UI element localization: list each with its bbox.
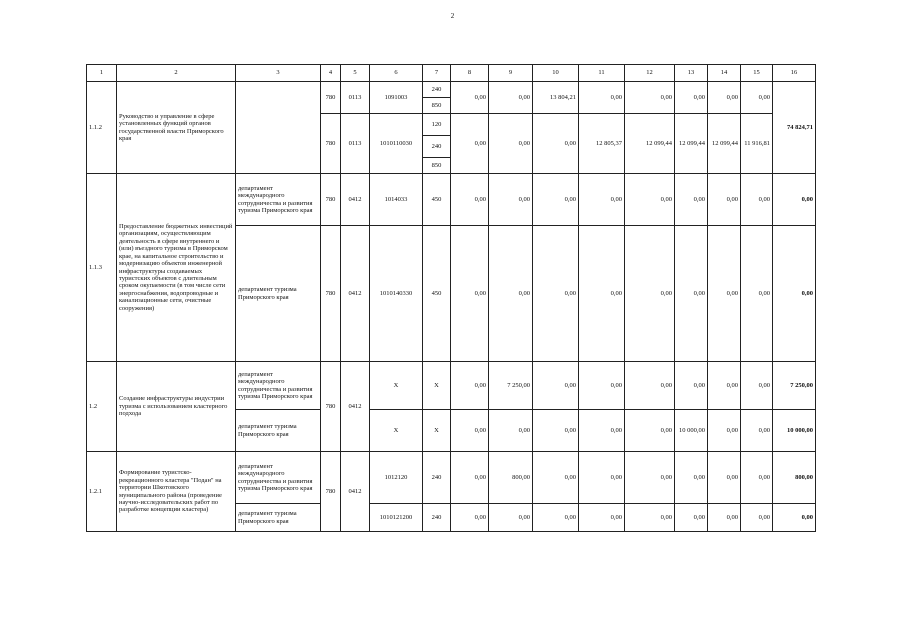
total-cell: 0,00 — [773, 174, 816, 226]
value-cell: 12 805,37 — [579, 114, 625, 174]
value-cell: 0,00 — [451, 114, 489, 174]
header-cell: 14 — [708, 65, 741, 82]
row-name: Руководство и управление в сфере установленных функций органов государственной власти Приморского края — [117, 82, 236, 174]
value-cell: 0,00 — [708, 82, 741, 114]
total-cell: 74 824,71 — [773, 82, 816, 174]
executor-cell — [236, 82, 321, 174]
table-row — [87, 452, 816, 504]
header-cell: 3 — [236, 65, 321, 82]
value-cell: 0,00 — [533, 452, 579, 504]
cell-c4: 780 — [321, 174, 341, 226]
value-cell: 0,00 — [625, 174, 675, 226]
cell-c7: 450 — [423, 226, 451, 362]
row-name: Предоставление бюджетных инвестиций организациям, осуществляющим деятельность в сфере внутреннего и (или) въездного туризма в Приморском крае, на капитальное строительство и модернизацию объектов инженерной инфраструктуры создаваемых туристских объектов с длительным сроком окупаемости (в том числе сети энергоснабжения, водопроводные и канализационные сети, очистные сооружения) — [117, 174, 236, 362]
cell-c5: 0412 — [341, 174, 370, 226]
executor-cell: департамент туризма Приморского края — [236, 410, 321, 452]
value-cell: 0,00 — [708, 174, 741, 226]
value-cell: 0,00 — [579, 174, 625, 226]
value-cell: 0,00 — [533, 410, 579, 452]
value-cell: 0,00 — [451, 226, 489, 362]
cell-c6: 1010110030 — [370, 114, 423, 174]
cell-c6: 1012120 — [370, 452, 423, 504]
cell-c7: 450 — [423, 174, 451, 226]
value-cell: 0,00 — [579, 504, 625, 532]
header-cell: 5 — [341, 65, 370, 82]
header-cell: 2 — [117, 65, 236, 82]
value-cell: 0,00 — [708, 452, 741, 504]
cell-c7: 850 — [423, 158, 451, 174]
value-cell: 0,00 — [625, 452, 675, 504]
cell-c7: 240 — [423, 452, 451, 504]
header-cell: 9 — [489, 65, 533, 82]
value-cell: 0,00 — [451, 504, 489, 532]
row-number: 1.1.2 — [87, 82, 117, 174]
cell-c6: 1010140330 — [370, 226, 423, 362]
value-cell: 0,00 — [741, 410, 773, 452]
executor-cell: департамент туризма Приморского края — [236, 226, 321, 362]
executor-cell: департамент международного сотрудничества и развития туризма Приморского края — [236, 452, 321, 504]
header-cell: 11 — [579, 65, 625, 82]
value-cell: 0,00 — [675, 504, 708, 532]
value-cell: 0,00 — [741, 226, 773, 362]
cell-c7: X — [423, 362, 451, 410]
cell-c7: 240 — [423, 136, 451, 158]
cell-c4: 780 — [321, 452, 341, 532]
cell-c7: X — [423, 410, 451, 452]
cell-c4: 780 — [321, 226, 341, 362]
executor-cell: департамент международного сотрудничества и развития туризма Приморского края — [236, 362, 321, 410]
cell-c5: 0113 — [341, 114, 370, 174]
cell-c7: 850 — [423, 98, 451, 114]
budget-table — [86, 64, 816, 532]
value-cell: 0,00 — [741, 82, 773, 114]
cell-c5: 0412 — [341, 452, 370, 532]
value-cell: 0,00 — [489, 504, 533, 532]
executor-cell: департамент туризма Приморского края — [236, 504, 321, 532]
header-row — [87, 65, 816, 82]
value-cell: 0,00 — [533, 114, 579, 174]
value-cell: 800,00 — [489, 452, 533, 504]
value-cell: 0,00 — [579, 362, 625, 410]
value-cell: 0,00 — [451, 174, 489, 226]
value-cell: 0,00 — [533, 504, 579, 532]
value-cell: 12 099,44 — [675, 114, 708, 174]
cell-c6: 1014033 — [370, 174, 423, 226]
value-cell: 0,00 — [625, 362, 675, 410]
value-cell: 12 099,44 — [625, 114, 675, 174]
cell-c4: 780 — [321, 82, 341, 114]
cell-c4: 780 — [321, 114, 341, 174]
value-cell: 0,00 — [625, 504, 675, 532]
value-cell: 0,00 — [489, 114, 533, 174]
cell-c5: 0113 — [341, 82, 370, 114]
executor-cell: департамент международного сотрудничества и развития туризма Приморского края — [236, 174, 321, 226]
table-row — [87, 174, 816, 226]
value-cell: 0,00 — [451, 82, 489, 114]
value-cell: 13 804,21 — [533, 82, 579, 114]
value-cell: 0,00 — [708, 410, 741, 452]
value-cell: 0,00 — [489, 410, 533, 452]
value-cell: 0,00 — [675, 226, 708, 362]
cell-c7: 240 — [423, 82, 451, 98]
cell-c7: 120 — [423, 114, 451, 136]
value-cell: 0,00 — [675, 362, 708, 410]
value-cell: 0,00 — [741, 452, 773, 504]
value-cell: 0,00 — [741, 362, 773, 410]
value-cell: 0,00 — [533, 174, 579, 226]
header-cell: 8 — [451, 65, 489, 82]
value-cell: 0,00 — [579, 410, 625, 452]
value-cell: 10 000,00 — [675, 410, 708, 452]
value-cell: 12 099,44 — [708, 114, 741, 174]
row-number: 1.2 — [87, 362, 117, 452]
header-cell: 4 — [321, 65, 341, 82]
header-cell: 16 — [773, 65, 816, 82]
header-cell: 12 — [625, 65, 675, 82]
cell-c7: 240 — [423, 504, 451, 532]
value-cell: 0,00 — [625, 82, 675, 114]
header-cell: 13 — [675, 65, 708, 82]
total-cell: 0,00 — [773, 504, 816, 532]
value-cell: 0,00 — [675, 82, 708, 114]
header-cell: 7 — [423, 65, 451, 82]
cell-c5: 0412 — [341, 226, 370, 362]
total-cell: 10 000,00 — [773, 410, 816, 452]
value-cell: 0,00 — [533, 226, 579, 362]
value-cell: 0,00 — [675, 174, 708, 226]
row-number: 1.2.1 — [87, 452, 117, 532]
cell-c6: 1010121200 — [370, 504, 423, 532]
header-cell: 15 — [741, 65, 773, 82]
table-row — [87, 82, 816, 98]
header-cell: 10 — [533, 65, 579, 82]
header-cell: 6 — [370, 65, 423, 82]
cell-c6: X — [370, 410, 423, 452]
total-cell: 800,00 — [773, 452, 816, 504]
value-cell: 0,00 — [579, 226, 625, 362]
value-cell: 0,00 — [579, 452, 625, 504]
row-number: 1.1.3 — [87, 174, 117, 362]
value-cell: 0,00 — [741, 174, 773, 226]
cell-c5: 0412 — [341, 362, 370, 452]
value-cell: 0,00 — [451, 410, 489, 452]
table-row — [87, 362, 816, 410]
value-cell: 0,00 — [708, 362, 741, 410]
value-cell: 0,00 — [489, 82, 533, 114]
value-cell: 0,00 — [675, 452, 708, 504]
row-name: Создание инфраструктуры индустрии туризма с использованием кластерного подхода — [117, 362, 236, 452]
cell-c6: 1091003 — [370, 82, 423, 114]
page-number: 2 — [450, 12, 455, 20]
value-cell: 11 916,81 — [741, 114, 773, 174]
header-cell: 1 — [87, 65, 117, 82]
value-cell: 0,00 — [489, 174, 533, 226]
value-cell: 0,00 — [708, 226, 741, 362]
total-cell: 7 250,00 — [773, 362, 816, 410]
value-cell: 7 250,00 — [489, 362, 533, 410]
value-cell: 0,00 — [625, 410, 675, 452]
total-cell: 0,00 — [773, 226, 816, 362]
row-name: Формирование туристско-рекреационного кластера "Подан" на территории Шкотовского муниципального района (проведение научно-исследовательских работ по разработке концепции кластера) — [117, 452, 236, 532]
value-cell: 0,00 — [625, 226, 675, 362]
value-cell: 0,00 — [451, 362, 489, 410]
value-cell: 0,00 — [451, 452, 489, 504]
value-cell: 0,00 — [533, 362, 579, 410]
value-cell: 0,00 — [489, 226, 533, 362]
value-cell: 0,00 — [741, 504, 773, 532]
cell-c6: X — [370, 362, 423, 410]
value-cell: 0,00 — [579, 82, 625, 114]
value-cell: 0,00 — [708, 504, 741, 532]
cell-c4: 780 — [321, 362, 341, 452]
